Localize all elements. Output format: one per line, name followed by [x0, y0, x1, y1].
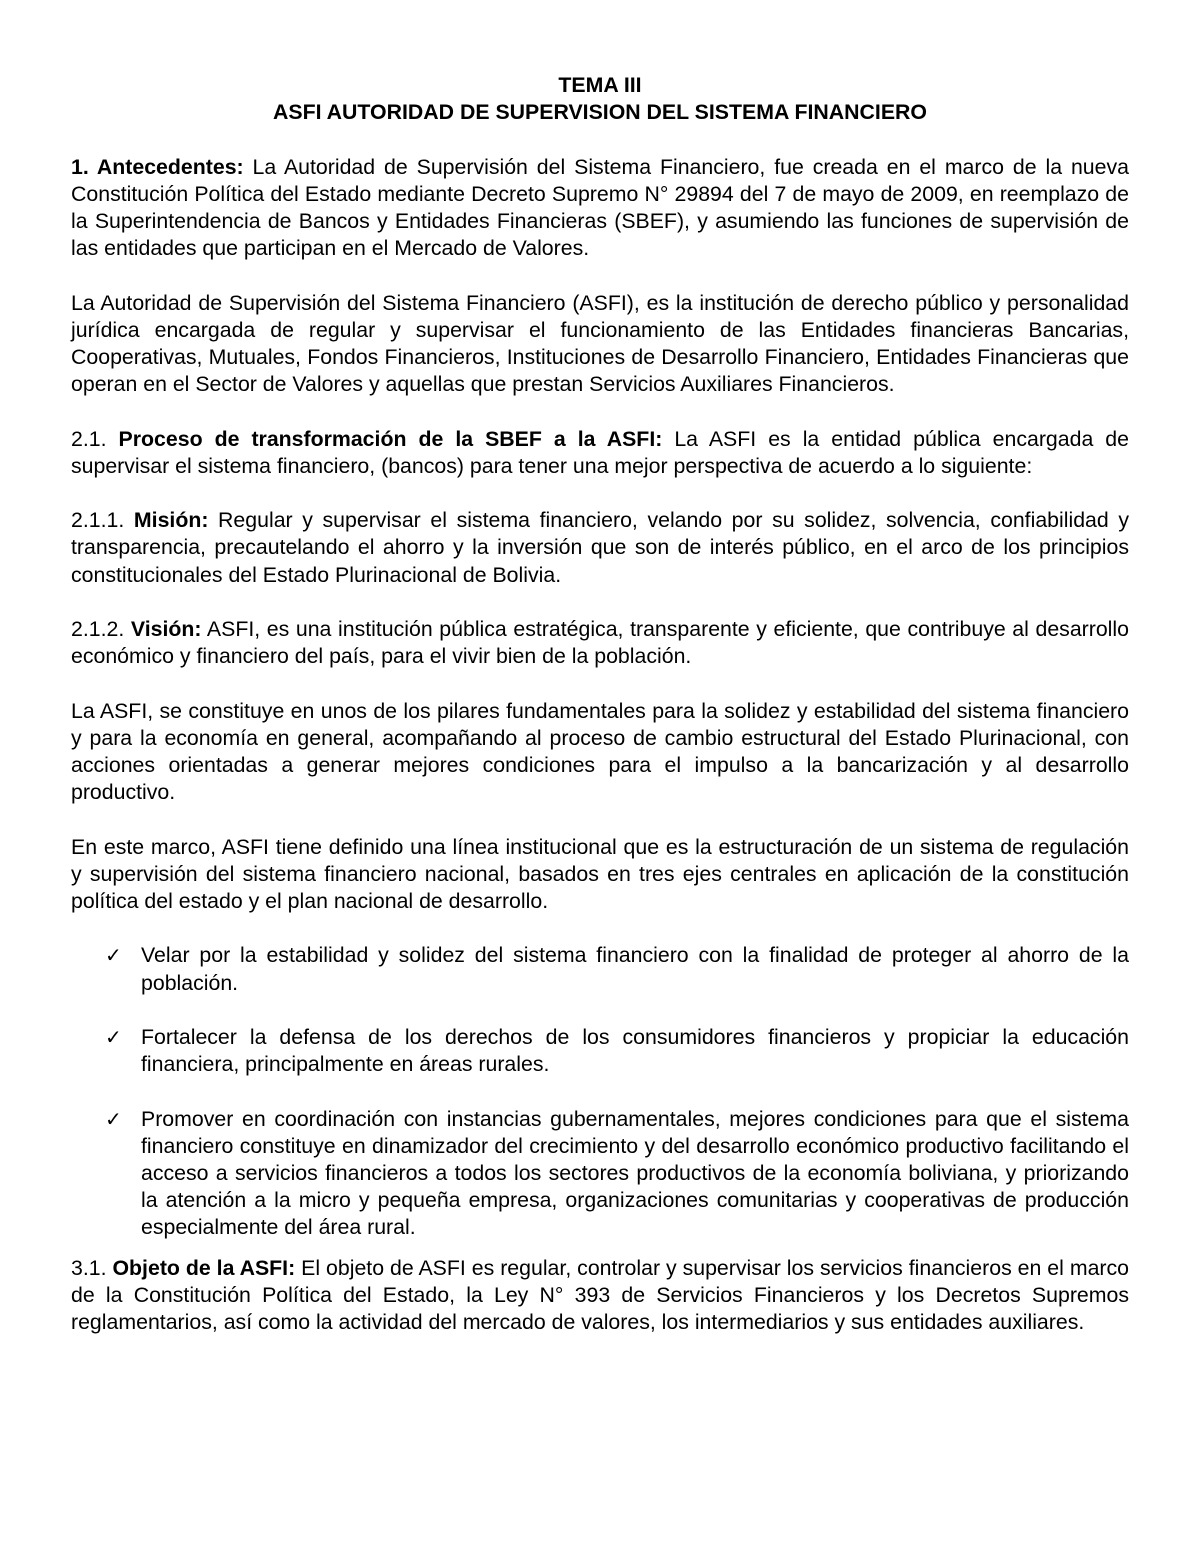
mision-number: 2.1.1.	[71, 508, 134, 533]
proceso-text: La ASFI es la entidad pública encargada de supervisar el sistema financiero, (bancos) para tener una mejor perspectiva de acuerdo a lo siguiente:	[71, 426, 1129, 478]
objeto-heading: Objeto de la ASFI:	[112, 1255, 296, 1280]
ejes-list	[71, 942, 1129, 1241]
eje-text: Velar por la estabilidad y solidez del sistema financiero con la finalidad de proteger al ahorro de la población.	[141, 943, 1129, 995]
mision-paragraph	[71, 507, 1129, 589]
vision-paragraph	[71, 616, 1129, 670]
antecedentes-heading: 1. Antecedentes:	[71, 154, 244, 179]
check-icon: ✓	[105, 943, 122, 968]
objeto-paragraph	[71, 1255, 1129, 1337]
list-item	[71, 1106, 1129, 1242]
eje-text: Promover en coordinación con instancias gubernamentales, mejores condiciones para que el sistema financiero constituye en dinamizador del crecimiento y del desarrollo económico productivo facilitando el acceso a servicios financieros a todos los sectores productivos de la economía boliviana, y priorizando la atención a la micro y pequeña empresa, organizaciones comunitarias y cooperativas de producción especialmente del área rural.	[141, 1106, 1129, 1240]
pilares-paragraph: La ASFI, se constituye en unos de los pilares fundamentales para la solidez y estabilidad del sistema financiero y para la economía en general, acompañando al proceso de cambio estructural del Estado Plurinacional, con acciones orientadas a generar mejores condiciones para el impulso a la bancarización y al desarrollo productivo.	[71, 698, 1129, 805]
proceso-number: 2.1.	[71, 426, 119, 451]
antecedentes-text: La Autoridad de Supervisión del Sistema Financiero, fue creada en el marco de la nueva Constitución Política del Estado mediante Decreto Supremo N° 29894 del 7 de mayo de 2009, en reemplazo de la Superintendencia de Bancos y Entidades Financieras (SBEF), y asumiendo las funciones de supervisión de las entidades que participan en el Mercado de Valores.	[71, 154, 1129, 261]
mision-heading: Misión:	[133, 508, 209, 533]
check-icon: ✓	[105, 1024, 122, 1049]
check-icon: ✓	[105, 1106, 122, 1131]
vision-text: ASFI, es una institución pública estratégica, transparente y eficiente, que contribuye al desarrollo económico y financiero del país, para el vivir bien de la población.	[71, 616, 1129, 669]
asfi-definition-paragraph: La Autoridad de Supervisión del Sistema Financiero (ASFI), es la institución de derecho público y personalidad jurídica encargada de regular y supervisar el funcionamiento de las Entidades financieras Bancarias, Cooperativas, Mutuales, Fondos Financieros, Instituciones de Desarrollo Financiero, Entidades Financieras que operan en el Sector de Valores y aquellas que prestan Servicios Auxiliares Financieros.	[71, 290, 1129, 397]
vision-heading: Visión:	[130, 616, 202, 641]
document-page	[71, 72, 1129, 1363]
marco-paragraph: En este marco, ASFI tiene definido una línea institucional que es la estructuración de un sistema de regulación y supervisión del sistema financiero nacional, basados en tres ejes centrales en aplicación de la constitución política del estado y el plan nacional de desarrollo.	[71, 834, 1129, 913]
objeto-number: 3.1.	[71, 1255, 113, 1280]
mision-text: Regular y supervisar el sistema financiero, velando por su solidez, solvencia, confiabilidad y transparencia, precautelando el ahorro y la inversión que son de interés público, en el arco de los principios constitucionales del Estado Plurinacional de Bolivia.	[71, 508, 1129, 587]
document-title-asfi: ASFI AUTORIDAD DE SUPERVISION DEL SISTEMA FINANCIERO	[273, 100, 927, 125]
list-item	[71, 942, 1129, 996]
spacer	[71, 126, 1129, 153]
list-item	[71, 1024, 1129, 1078]
antecedentes-paragraph	[71, 154, 1129, 263]
proceso-heading: Proceso de transformación de la SBEF a la ASFI:	[118, 426, 663, 451]
proceso-paragraph	[71, 426, 1129, 480]
eje-text: Fortalecer la defensa de los derechos de los consumidores financieros y propiciar la educación financiera, principalmente en áreas rurales.	[141, 1024, 1129, 1077]
document-title-tema: TEMA III	[558, 73, 642, 97]
vision-number: 2.1.2.	[71, 616, 131, 641]
objeto-text: El objeto de ASFI es regular, controlar y supervisar los servicios financieros en el marco de la Constitución Política del Estado, la Ley N° 393 de Servicios Financieros y los Decretos Supremos reglamentarios, así como la actividad del mercado de valores, los intermediarios y sus entidades auxiliares.	[71, 1255, 1129, 1334]
